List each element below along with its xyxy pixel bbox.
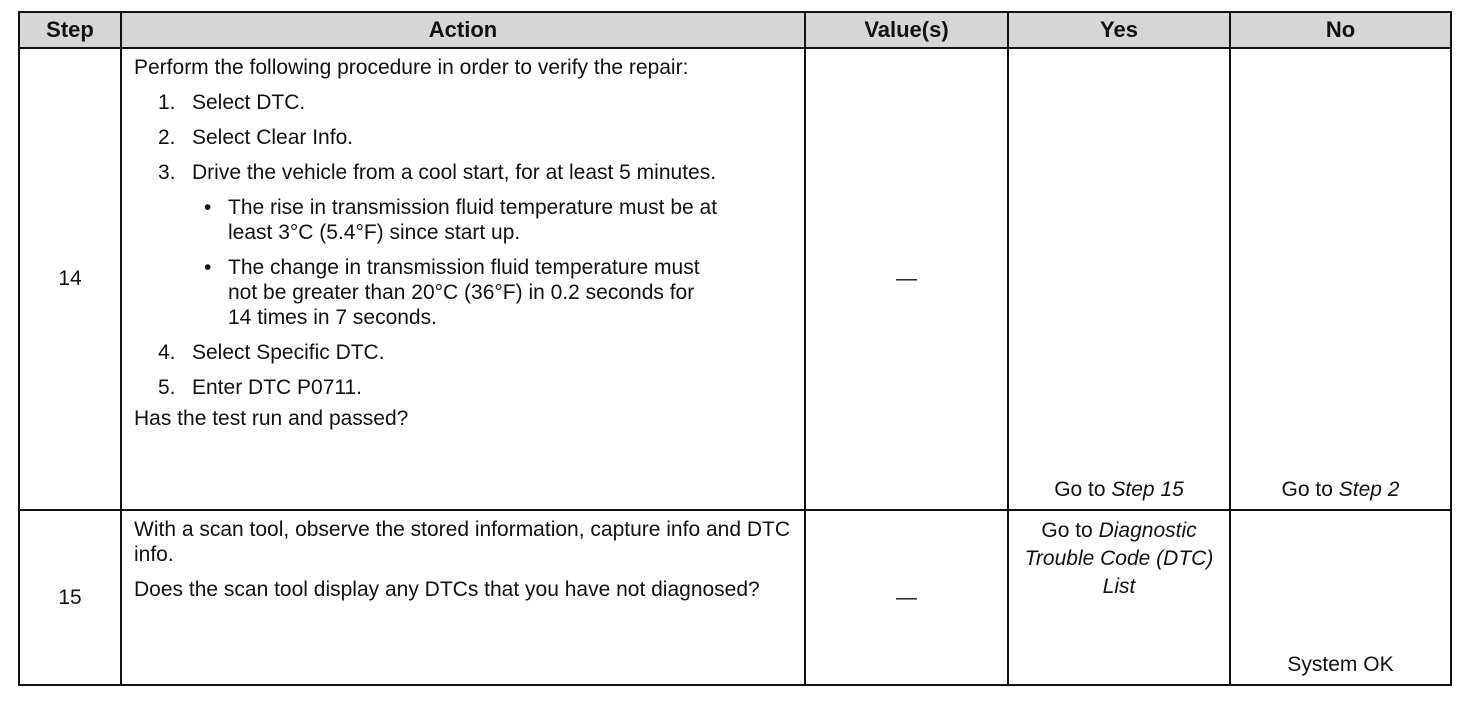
action-question: Has the test run and passed? [134, 407, 409, 430]
item-number: 2. [158, 126, 176, 149]
action-question: Does the scan tool display any DTCs that you have not diagnosed? [134, 578, 760, 601]
header-values: Value(s) [805, 12, 1008, 48]
no-prefix: Go to [1281, 478, 1333, 501]
item-text: Select DTC. [192, 91, 306, 114]
item-number: 3. [158, 161, 176, 184]
value-dash: — [896, 267, 917, 290]
value-cell [805, 48, 1008, 510]
item-text: Select Clear Info. [192, 126, 354, 149]
step-number: 15 [19, 510, 121, 685]
list-item [134, 90, 792, 115]
item-text: Drive the vehicle from a cool start, for at least 5 minutes. [192, 161, 717, 184]
yes-cell [1008, 510, 1230, 685]
list-item [134, 375, 792, 400]
bullet-item [192, 195, 792, 245]
no-result-text: System OK [1287, 653, 1394, 676]
diagnostic-table [18, 11, 1452, 686]
header-row [19, 12, 1451, 48]
header-no: No [1230, 12, 1451, 48]
condition-bullets [192, 195, 792, 330]
bullet-text: The rise in transmission fluid temperature must be at least 3°C (5.4°F) since start up. [228, 196, 718, 244]
action-intro: Perform the following procedure in order to verify the repair: [134, 56, 689, 79]
yes-link[interactable]: Diagnostic Trouble Code (DTC) List [1024, 519, 1214, 598]
no-cell [1230, 510, 1451, 685]
no-cell [1230, 48, 1451, 510]
item-text: Enter DTC P0711. [192, 376, 363, 399]
list-item [134, 340, 792, 365]
list-item [134, 160, 792, 330]
yes-cell [1008, 48, 1230, 510]
item-number: 1. [158, 91, 176, 114]
step-number: 14 [19, 48, 121, 510]
bullet-item [192, 255, 792, 330]
yes-link[interactable]: Step 15 [1111, 478, 1184, 501]
no-link[interactable]: Step 2 [1338, 478, 1400, 501]
item-number: 4. [158, 341, 176, 364]
value-cell [805, 510, 1008, 685]
header-step: Step [19, 12, 121, 48]
action-cell [121, 48, 805, 510]
action-intro: With a scan tool, observe the stored information, capture info and DTC info. [134, 518, 790, 566]
bullet-text: The change in transmission fluid temperature must not be greater than 20°C (36°F) in 0.2 seconds for 14 times in 7 seconds. [228, 256, 700, 329]
table-row-step-15 [19, 510, 1451, 685]
item-text: Select Specific DTC. [192, 341, 385, 364]
header-action: Action [121, 12, 805, 48]
action-cell [121, 510, 805, 685]
item-number: 5. [158, 376, 176, 399]
table-row-step-14 [19, 48, 1451, 510]
yes-prefix: Go to [1054, 478, 1106, 501]
yes-prefix: Go to [1041, 519, 1093, 542]
procedure-list [134, 90, 792, 400]
value-dash: — [896, 585, 917, 609]
header-yes: Yes [1008, 12, 1230, 48]
list-item [134, 125, 792, 150]
